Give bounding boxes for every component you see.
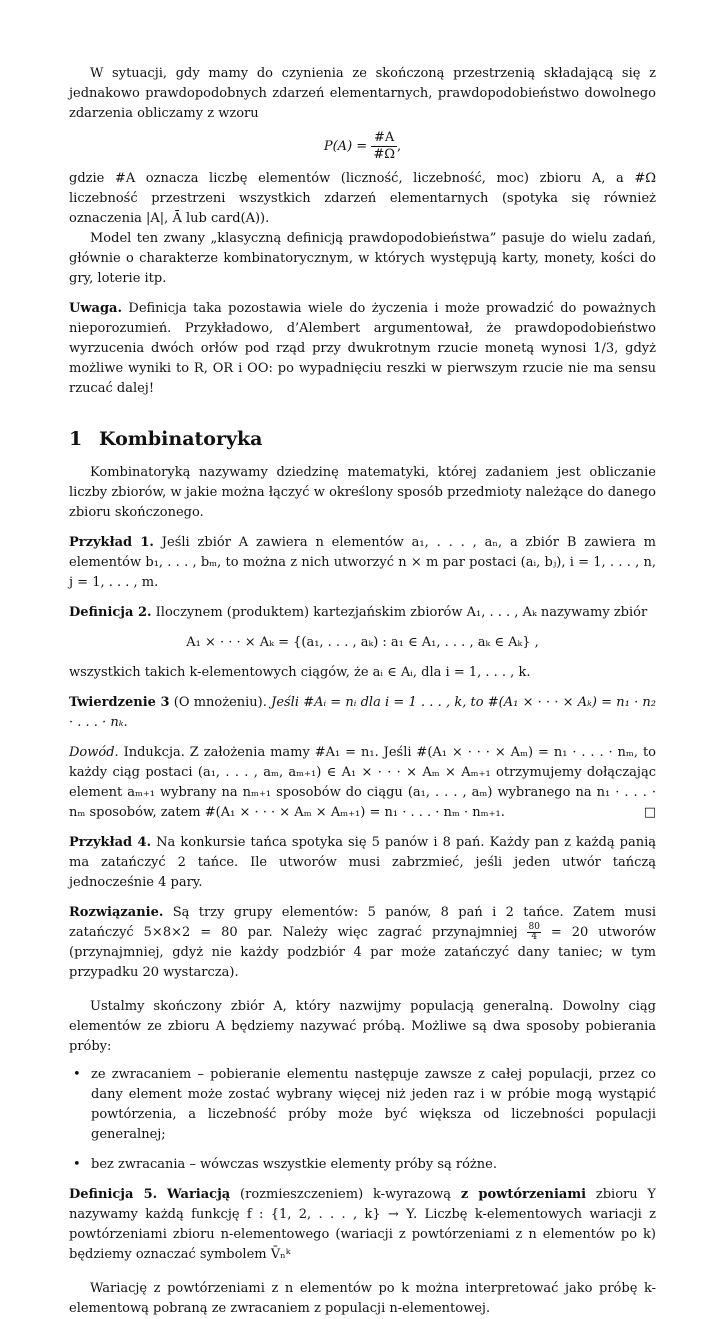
qed-icon: □ xyxy=(643,805,656,820)
population-paragraph: Ustalmy skończony zbiór A, który nazwijmy populacją generalną. Dowolny ciąg elementów ze zbioru A będziemy nazywać próbą. Możliwe są dwa sposoby pobierania próby: xyxy=(69,999,656,1054)
formula-denominator: #Ω xyxy=(373,147,395,162)
solution-label: Rozwiązanie. xyxy=(69,905,164,920)
bullet-icon: • xyxy=(73,1157,81,1172)
section-heading xyxy=(69,429,656,449)
solution-fraction xyxy=(527,923,540,942)
example-4-label: Przykład 4. xyxy=(69,835,152,850)
section-title: Kombinatoryka xyxy=(99,428,263,450)
cartesian-product-formula: A₁ × · · · × Aₖ = {(a₁, . . . , aₖ) : a₁ ∈ A₁, . . . , aₖ ∈ Aₖ} , xyxy=(186,635,539,650)
formula-explanation: gdzie #A oznacza liczbę elementów (liczność, liczebność, moc) zbioru A, a #Ω liczebność przestrzeni wszystkich zdarzeń elementarnych (spotyka się również oznaczenia |A|, Ā lub card(A)). xyxy=(69,171,656,226)
proof-label: Dowód. xyxy=(69,745,119,760)
theorem-3 xyxy=(69,693,656,733)
solution-fraction-num: 80 xyxy=(528,922,540,932)
uwaga-label: Uwaga. xyxy=(69,301,122,316)
section-number: 1 xyxy=(69,428,83,450)
definition-2-after: wszystkich takich k-elementowych ciągów, że aᵢ ∈ Aᵢ, dla i = 1, . . . , k. xyxy=(69,665,531,680)
definition-5-term-1: Wariacją xyxy=(167,1187,231,1202)
theorem-3-label: Twierdzenie 3 xyxy=(69,695,170,710)
formula-fraction xyxy=(371,130,397,163)
example-4 xyxy=(69,833,656,893)
solution xyxy=(69,903,656,983)
list-item xyxy=(73,1065,656,1145)
uwaga-text: Definicja taka pozostawia wiele do życzenia i może prowadzić do poważnych nieporozumień. Przykładowo, d’Alembert argumentował, że prawdopodobieństwo wyrzucenia dwóch orłów pod rząd przy dwukrotnym rzucie monetą wynosi 1/3, gdyż możliwe wyniki to R, OR i OO: po wypadnięciu reszki w pierwszym rzucie nie ma sensu rzucać dalej! xyxy=(69,301,657,396)
probability-formula xyxy=(69,130,656,163)
bullet-icon: • xyxy=(73,1067,81,1082)
theorem-3-text: Jeśli #Aᵢ = nᵢ dla i = 1 . . . , k, to #(A₁ × · · · × Aₖ) = n₁ · n₂ · . . . · nₖ. xyxy=(69,695,656,730)
definition-2-label: Definicja 2. xyxy=(69,605,152,620)
proof-text: Indukcja. Z założenia mamy #A₁ = n₁. Jeśli #(A₁ × · · · × Aₘ) = n₁ · . . . · nₘ, to każdy ciąg postaci (a₁, . . . , aₘ, aₘ₊₁) ∈ A₁ × · · · × Aₘ × Aₘ₊₁ otrzymujemy dołączając element aₘ₊₁ wybrany na nₘ₊₁ sposobów do ciągu (a₁, . . . , aₘ) wybranego na n₁ · . . . · nₘ sposobów, zatem #(A₁ × · · · × Aₘ × Aₘ₊₁) = n₁ · . . . · nₘ · nₘ₊₁. xyxy=(69,745,656,820)
definition-2 xyxy=(69,603,656,623)
proof xyxy=(69,743,656,823)
list-item-text: ze zwracaniem – pobieranie elementu następuje zawsze z całej populacji, przez co dany element może zostać wybrany więcej niż jeden raz i w próbie mogą wystąpić powtórzenia, a liczebność próby może być większa od liczebności populacji generalnej; xyxy=(91,1067,656,1142)
intro-paragraph: W sytuacji, gdy mamy do czynienia ze skończoną przestrzenią składającą się z jednakowo prawdopodobnych zdarzeń elementarnych, prawdopodobieństwo dowolnego zdarzenia obliczamy z wzoru xyxy=(69,66,656,121)
theorem-3-name: (O mnożeniu). xyxy=(173,695,267,710)
definition-5 xyxy=(69,1185,656,1265)
definition-5-label: Definicja 5. xyxy=(69,1187,158,1202)
solution-text-1: Są trzy grupy elementów: 5 panów, 8 pań i 2 tańce. Zatem musi zatańczyć 5×8×2 = 80 par. Należy więc zagrać przynajmniej xyxy=(69,905,656,940)
definition-5-text-2: zbioru Y nazywamy każdą funkcję f : {1, 2, . . . , k} → Y. Liczbę k-elementowych wariacji z powtórzeniami zbioru n-elementowego (wariacji z powtórzeniami z n elementów po k) będziemy oznaczać symbolem V̄ₙᵏ xyxy=(69,1187,657,1262)
uwaga-block xyxy=(69,299,656,399)
list-item-text: bez zwracania – wówczas wszystkie elementy próby są różne. xyxy=(91,1157,497,1172)
solution-text-2: = 20 utworów (przynajmniej, gdyż nie każdy podzbiór 4 par może zatańczyć dany taniec; w tym przypadku 20 wystarcza). xyxy=(69,925,656,980)
page-content xyxy=(69,64,656,1319)
formula-lhs: P(A) = xyxy=(323,139,368,154)
classical-model-paragraph: Model ten zwany „klasyczną definicją prawdopodobieństwa” pasuje do wielu zadań, głównie o charakterze kombinatorycznym, w których występują karty, monety, kości do gry, loterie itp. xyxy=(69,231,656,286)
sampling-list xyxy=(69,1065,656,1175)
definition-5-text-1: (rozmieszczeniem) k-wyrazową xyxy=(240,1187,451,1202)
example-4-text: Na konkursie tańca spotyka się 5 panów i 8 pań. Każdy pan z każdą panią ma zatańczyć 2 tańce. Ile utworów musi zabrzmieć, jeśli jeden utwór tańczą jednocześnie 4 pary. xyxy=(69,835,656,890)
formula-numerator: #A xyxy=(371,130,397,147)
solution-fraction-den: 4 xyxy=(531,932,538,942)
list-item xyxy=(73,1155,656,1175)
formula-tail: , xyxy=(396,139,402,154)
definition-2-text: Iloczynem (produktem) kartezjańskim zbiorów A₁, . . . , Aₖ nazywamy zbiór xyxy=(155,605,648,620)
example-1-label: Przykład 1. xyxy=(69,535,154,550)
example-1-text: Jeśli zbiór A zawiera n elementów a₁, . . . , aₙ, a zbiór B zawiera m elementów b₁, . . . , bₘ, to można z nich utworzyć n × m par postaci (aᵢ, bⱼ), i = 1, . . . , n, j = 1, . . . , m. xyxy=(69,535,656,590)
combinatorics-intro: Kombinatoryką nazywamy dziedzinę matematyki, której zadaniem jest obliczanie liczby zbiorów, w jakie można łączyć w określony sposób przedmioty należące do danego zbioru skończonego. xyxy=(69,465,656,520)
definition-5-term-2: z powtórzeniami xyxy=(460,1187,587,1202)
final-paragraph: Wariację z powtórzeniami z n elementów po k można interpretować jako próbę k-elementową pobraną ze zwracaniem z populacji n-elementowej. xyxy=(69,1281,656,1316)
example-1 xyxy=(69,533,656,593)
